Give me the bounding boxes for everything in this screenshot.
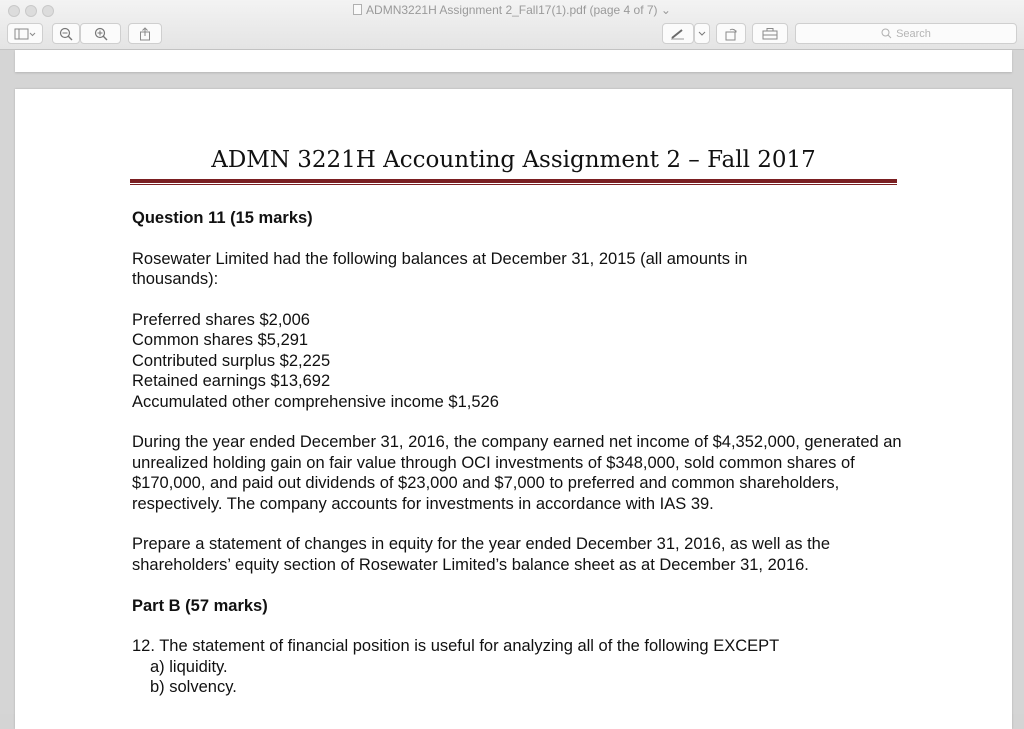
balance-item: Retained earnings $13,692 (132, 372, 331, 391)
toolbox-icon (761, 27, 779, 40)
document-heading: ADMN 3221H Accounting Assignment 2 – Fall 2017 (211, 147, 816, 173)
pdf-page (15, 89, 1012, 729)
zoom-in-icon (94, 27, 108, 41)
rotate-icon (724, 27, 738, 41)
sidebar-toggle-button[interactable] (7, 23, 43, 44)
balance-item: Preferred shares $2,006 (132, 311, 310, 329)
titlebar (0, 0, 1024, 50)
markup-pen-button[interactable] (662, 23, 694, 44)
title-chevron-down-icon[interactable]: ⌄ (657, 3, 671, 17)
question-11-body: During the year ended December 31, 2016, the company earned net income of $4,352,000, generated an unrealized holding gain on fair value through OCI investments of $348,000, sold common shares of $170,000, and paid out dividends of $23,000 and $7,000 to preferred and common shareholders, respectively. The company accounts for investments in accordance with IAS 39. (132, 433, 902, 513)
question-11-intro: Rosewater Limited had the following balances at December 31, 2015 (all amounts in thousands): (132, 249, 748, 289)
rotate-button[interactable] (716, 23, 746, 44)
question-12-option-b: b) solvency. (150, 678, 237, 697)
markup-dropdown-button[interactable] (694, 23, 710, 44)
question-12-stem: 12. The statement of financial position is useful for analyzing all of the following EXCEPT (132, 637, 780, 656)
balance-item: Accumulated other comprehensive income $1,526 (132, 392, 499, 411)
part-b-heading: Part B (57 marks) (132, 596, 268, 615)
zoom-in-button[interactable] (80, 23, 121, 44)
balance-item: Contributed surplus $2,225 (132, 351, 331, 370)
chevron-down-icon (698, 31, 706, 37)
document-body (132, 208, 902, 698)
question-12 (132, 636, 902, 697)
zoom-out-icon (59, 27, 73, 41)
search-icon (881, 28, 892, 39)
heading-rule-thick (130, 179, 897, 183)
zoom-out-button[interactable] (52, 23, 80, 44)
question-11-heading: Question 11 (15 marks) (132, 209, 313, 227)
search-placeholder: Search (896, 27, 931, 40)
share-icon (139, 27, 151, 41)
markup-toolbox-button[interactable] (752, 23, 788, 44)
pen-icon (670, 28, 686, 40)
question-11-task: Prepare a statement of changes in equity for the year ended December 31, 2016, as well as the shareholders’ equity section of Rosewater Limited’s balance sheet as at December 31, 2016. (132, 535, 831, 574)
sidebar-icon (14, 28, 36, 40)
share-button[interactable] (128, 23, 162, 44)
window-title-text: ADMN3221H Assignment 2_Fall17(1).pdf (page 4 of 7) (366, 3, 658, 17)
previous-page (15, 50, 1012, 72)
balances-list (132, 310, 902, 412)
heading-rule-thin (130, 184, 897, 185)
question-12-option-a: a) liquidity. (150, 657, 228, 676)
window-title (0, 3, 1024, 17)
balance-item: Common shares $5,291 (132, 331, 309, 350)
pdf-document-icon (353, 4, 362, 15)
search-input[interactable] (795, 23, 1017, 44)
